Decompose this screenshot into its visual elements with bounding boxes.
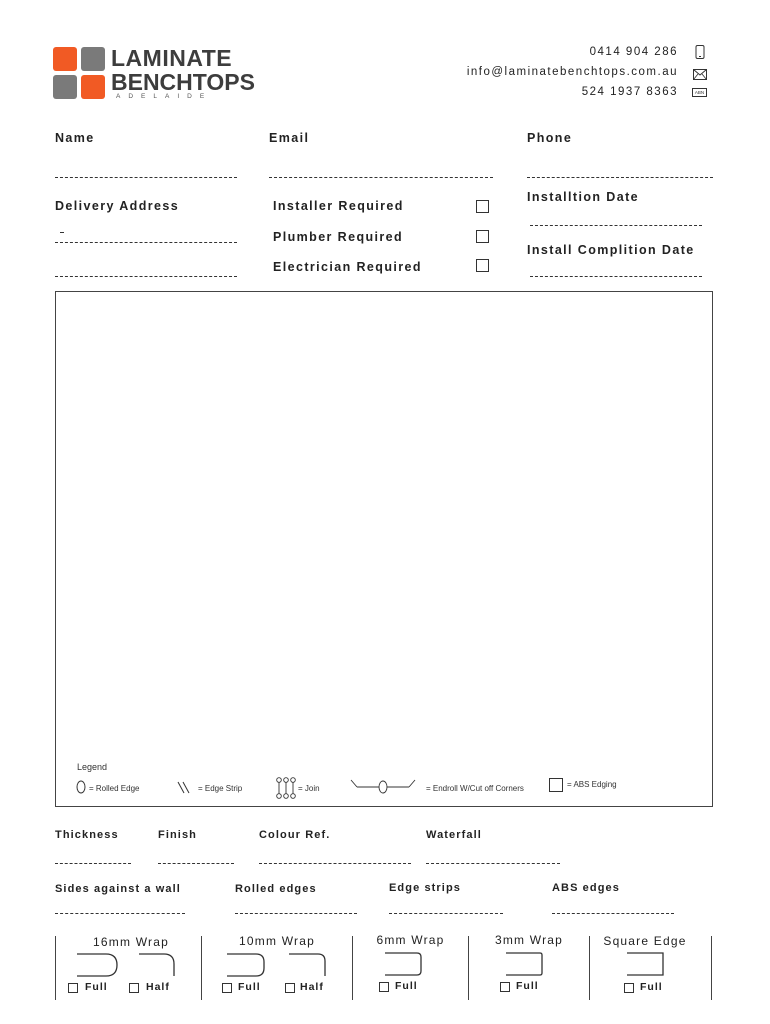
envelope-icon	[693, 67, 707, 85]
abs-edges-label: ABS edges	[552, 882, 620, 894]
email-label: Email	[269, 131, 310, 145]
abs-edging-icon	[549, 778, 563, 792]
endroll-icon	[348, 779, 418, 800]
wrap-6mm-title: 6mm Wrap	[376, 933, 445, 947]
square-edge-full-label: Full	[640, 981, 663, 993]
phone-input-line[interactable]	[527, 177, 713, 178]
wrap-10mm-full-label: Full	[238, 981, 261, 993]
wrap-10mm-full-profile-icon	[226, 953, 268, 982]
abn-badge-label: ABN	[694, 90, 705, 95]
installation-date-label: Installtion Date	[527, 190, 639, 204]
legend-abs: = ABS Edging	[567, 780, 617, 789]
square-edge-full-checkbox[interactable]	[624, 983, 634, 993]
delivery-address-line-2[interactable]	[55, 276, 237, 277]
rolled-edges-label: Rolled edges	[235, 883, 317, 895]
waterfall-label: Waterfall	[426, 829, 482, 841]
wrap-3mm-full-checkbox[interactable]	[500, 982, 510, 992]
finish-line[interactable]	[158, 863, 234, 864]
legend-rolled-edge: = Rolled Edge	[89, 784, 140, 793]
waterfall-line[interactable]	[426, 863, 560, 864]
logo-square-br	[81, 75, 105, 99]
thickness-line[interactable]	[55, 863, 131, 864]
wrap-16mm-half-checkbox[interactable]	[129, 983, 139, 993]
wrap-3mm-title: 3mm Wrap	[494, 933, 564, 947]
colour-ref-line[interactable]	[259, 863, 411, 864]
delivery-address-label: Delivery Address	[55, 199, 180, 213]
thickness-label: Thickness	[55, 829, 119, 841]
rolled-edges-line[interactable]	[235, 913, 357, 914]
email-input-line[interactable]	[269, 177, 493, 178]
edge-strips-label: Edge strips	[389, 882, 462, 894]
wrap-6mm-full-checkbox[interactable]	[379, 982, 389, 992]
wrap-16mm-full-profile-icon	[76, 953, 120, 982]
wrap-10mm-half-label: Half	[300, 981, 324, 993]
address-tick-mark	[60, 232, 64, 233]
colour-ref-label: Colour Ref.	[259, 829, 331, 841]
wrap-10mm-title: 10mm Wrap	[239, 934, 315, 948]
wrap-6mm-full-label: Full	[395, 980, 418, 992]
plumber-required-checkbox[interactable]	[476, 230, 489, 243]
installer-required-checkbox[interactable]	[476, 200, 489, 213]
wrap-3mm-full-profile-icon	[505, 952, 547, 981]
wrap-10mm-half-checkbox[interactable]	[285, 983, 295, 993]
logo-text-benchtops: BENCHTOPS	[111, 69, 255, 95]
name-label: Name	[55, 131, 95, 145]
wrap-16mm-title: 16mm Wrap	[93, 935, 169, 949]
wrap-16mm-full-checkbox[interactable]	[68, 983, 78, 993]
finish-label: Finish	[158, 829, 197, 841]
installation-date-line[interactable]	[530, 225, 702, 226]
wrap-6mm-full-profile-icon	[384, 952, 426, 981]
legend-title: Legend	[77, 762, 108, 772]
wrap-divider-left	[55, 936, 56, 1000]
abs-edges-line[interactable]	[552, 913, 674, 914]
legend-endroll: = Endroll W/Cut off Corners	[426, 784, 524, 793]
join-icon	[275, 777, 297, 804]
phone-label: Phone	[527, 131, 573, 145]
rolled-edge-icon	[76, 780, 86, 799]
plumber-required-label: Plumber Required	[273, 230, 404, 244]
logo-square-bl	[53, 75, 77, 99]
legend-join: = Join	[298, 784, 320, 793]
wrap-16mm-full-label: Full	[85, 981, 108, 993]
wrap-10mm-half-profile-icon	[288, 953, 330, 982]
installer-required-label: Installer Required	[273, 199, 404, 213]
company-logo	[53, 47, 253, 103]
square-edge-full-profile-icon	[626, 952, 668, 981]
contact-abn: 524 1937 8363	[581, 86, 678, 98]
install-completion-date-line[interactable]	[530, 276, 702, 277]
square-edge-title: Square Edge	[603, 934, 687, 948]
delivery-address-line-1[interactable]	[55, 242, 237, 243]
install-completion-date-label: Install Complition Date	[527, 243, 695, 257]
wrap-10mm-full-checkbox[interactable]	[222, 983, 232, 993]
sides-wall-label: Sides against a wall	[55, 883, 181, 895]
contact-phone: 0414 904 286	[589, 46, 678, 58]
wrap-16mm-half-profile-icon	[138, 953, 178, 982]
electrician-required-label: Electrician Required	[273, 260, 422, 274]
mobile-phone-icon	[694, 45, 706, 64]
wrap-divider-right	[711, 936, 712, 1000]
logo-text-adelaide: ADELAIDE	[116, 93, 213, 100]
wrap-3mm-full-label: Full	[516, 980, 539, 992]
edge-strip-icon	[177, 781, 191, 799]
legend-edge-strip: = Edge Strip	[198, 784, 243, 793]
logo-square-tl	[53, 47, 77, 71]
abn-badge	[692, 88, 707, 97]
drawing-area[interactable]	[55, 291, 713, 807]
wrap-16mm-half-label: Half	[146, 981, 170, 993]
contact-email: info@laminatebenchtops.com.au	[466, 66, 678, 78]
edge-strips-line[interactable]	[389, 913, 503, 914]
name-input-line[interactable]	[55, 177, 237, 178]
sides-wall-line[interactable]	[55, 913, 185, 914]
logo-square-tr	[81, 47, 105, 71]
logo-text-laminate: LAMINATE	[111, 45, 233, 71]
electrician-required-checkbox[interactable]	[476, 259, 489, 272]
